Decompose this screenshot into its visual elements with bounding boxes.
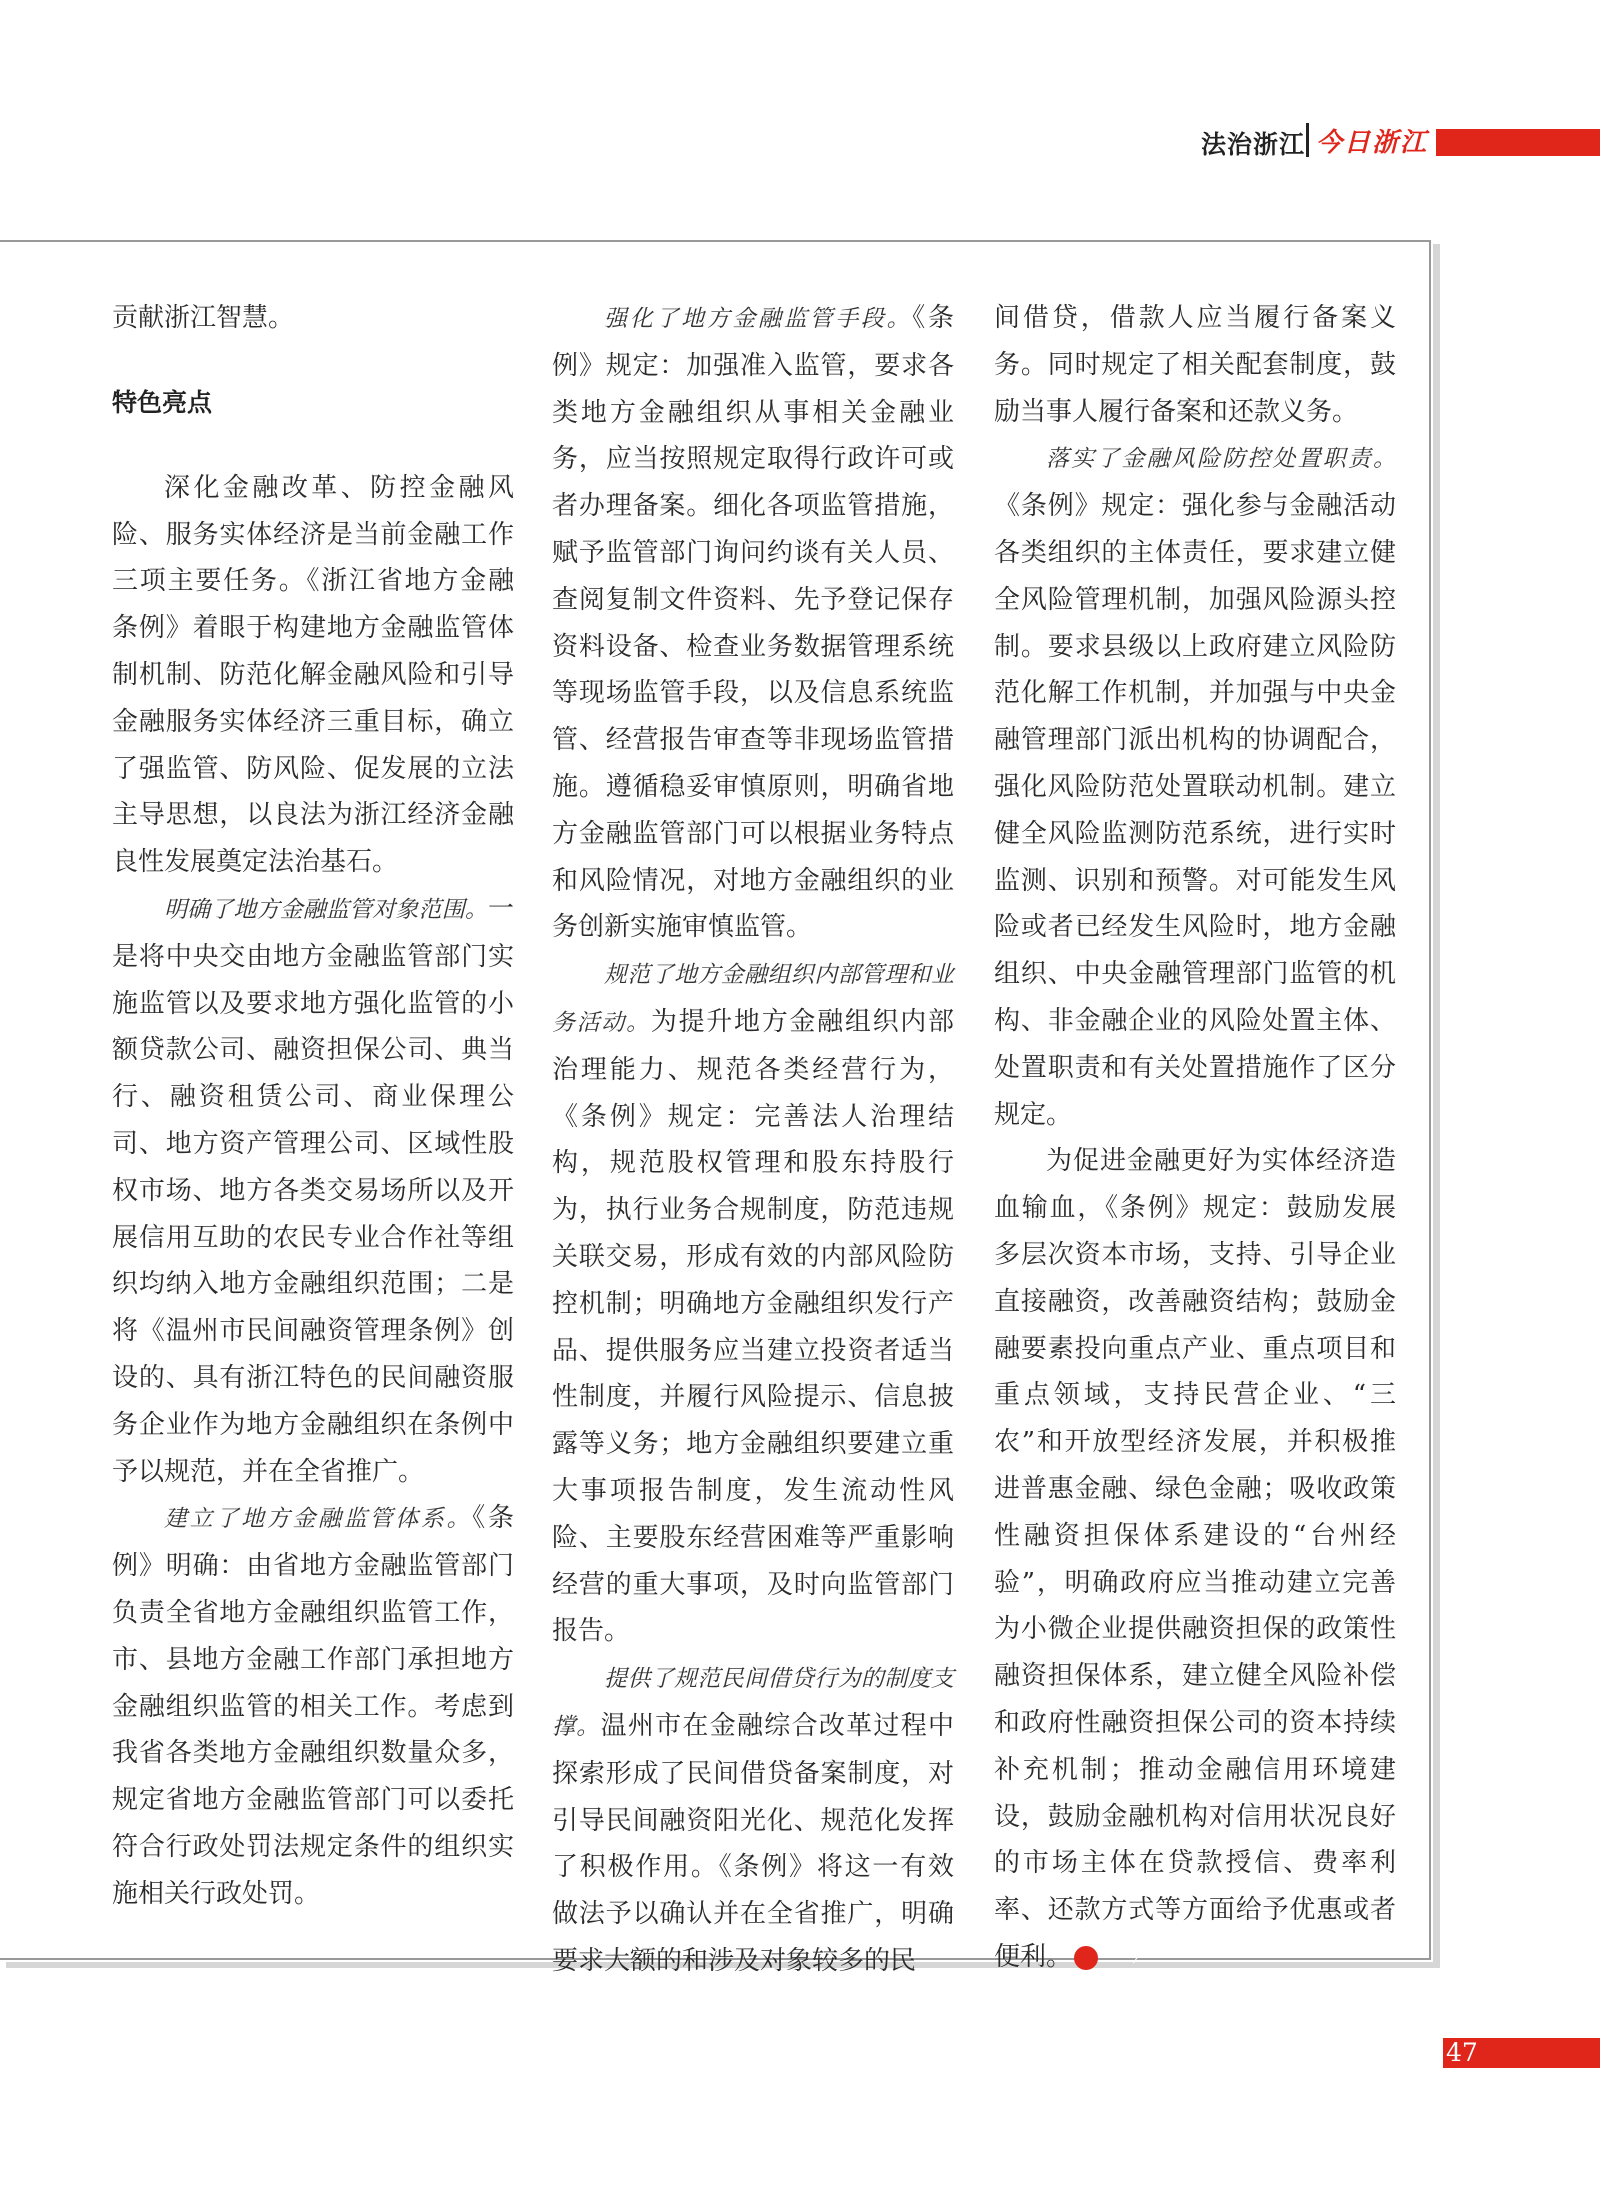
paragraph-lead: 提供了规范民间借贷行为的制度支撑。	[552, 1666, 954, 1740]
paragraph-body: 为提升地方金融组织内部治理能力、规范各类经营行为，《条例》规定：完善法人治理结构，规范股权管理和股东持股行为，执行业务合规制度，防范违规关联交易，形成有效的内部风险防控机制；明确地方金融组织发行产品、提供服务应当建立投资者适当性制度，并履行风险提示、信息披露等义务；地方金融组织要建立重大事项报告制度，发生流动性风险、主要股东经营困难等严重影响经营的重大事项，及时向监管部门报告。	[552, 1006, 954, 1647]
risk-control-paragraph	[994, 435, 1396, 1138]
supervision-means-paragraph	[552, 295, 954, 951]
article-column-1	[112, 295, 514, 1918]
magazine-logo: 今日浙江	[1316, 128, 1429, 158]
section-subheading: 特色亮点	[112, 387, 213, 417]
article-column-2	[552, 295, 954, 1985]
internal-management-paragraph	[552, 951, 954, 1655]
real-economy-paragraph	[994, 1138, 1396, 1980]
paragraph-lead: 落实了金融风险防控处置职责。	[1046, 446, 1396, 473]
paragraph-body: 一是将中央交由地方金融监管部门实施监管以及要求地方强化监管的小额贷款公司、融资担保公司、典当行、融资租赁公司、商业保理公司、地方资产管理公司、区域性股权市场、地方各类交易场所以及开展信用互助的农民专业合作社等组织均纳入地方金融组织范围；二是将《温州市民间融资管理条例》创设的、具有浙江特色的民间融资服务企业作为地方金融组织在条例中予以规范，并在全省推广。	[112, 893, 514, 1487]
supervision-system-paragraph	[112, 1495, 514, 1917]
article-column-3	[994, 295, 1396, 1981]
paragraph-body: 温州市在金融综合改革过程中探索形成了民间借贷备案制度，对引导民间融资阳光化、规范化发挥了积极作用。《条例》将这一有效做法予以确认并在全省推广，明确要求大额的和涉及对象较多的民	[552, 1710, 954, 1976]
section-title: 法治浙江	[1201, 130, 1306, 159]
paragraph-body: 《条例》明确：由省地方金融监管部门负责全省地方金融组织监管工作，市、县地方金融工作部门承担地方金融组织监管的相关工作。考虑到我省各类地方金融组织数量众多，规定省地方金融监管部门可以委托符合行政处罚法规定条件的组织实施相关行政处罚。	[112, 1503, 514, 1909]
frame-shadow-right	[1433, 244, 1440, 1964]
highlights-paragraph: 深化金融改革、防控金融风险、服务实体经济是当前金融工作三项主要任务。《浙江省地方金融条例》着眼于构建地方金融监管体制机制、防范化解金融风险和引导金融服务实体经济三重目标，确立了强监管、防风险、促发展的立法主导思想，以良法为浙江经济金融良性发展奠定法治基石。	[112, 472, 514, 878]
paragraph-body: 《条例》规定：加强准入监管，要求各类地方金融组织从事相关金融业务，应当按照规定取得行政许可或者办理备案。细化各项监管措施，赋予监管部门询问约谈有关人员、查阅复制文件资料、先予登记保存资料设备、检查业务数据管理系统等现场监管手段，以及信息系统监管、经营报告审查等非现场监管措施。遵循稳妥审慎原则，明确省地方金融监管部门可以根据业务特点和风险情况，对地方金融组织的业务创新实施审慎监管。	[552, 303, 954, 943]
article-end-icon: 今	[1074, 1946, 1098, 1970]
header-divider	[1306, 123, 1309, 157]
paragraph-lead: 规范了地方金融组织内部管理和业务活动。	[552, 962, 954, 1036]
intro-tail-paragraph: 贡献浙江智慧。	[112, 303, 295, 333]
paragraph-body: 为促进金融更好为实体经济造血输血，《条例》规定：鼓励发展多层次资本市场，支持、引导企业直接融资，改善融资结构；鼓励金融要素投向重点产业、重点项目和重点领域，支持民营企业、“三农”和开放型经济发展，并积极推进普惠金融、绿色金融；吸收政策性融资担保体系建设的“台州经验”，明确政府应当推动建立完善为小微企业提供融资担保的政策性融资担保体系，建立健全风险补偿和政府性融资担保公司的资本持续补充机制；推动金融信用环境建设，鼓励金融机构对信用状况良好的市场主体在贷款授信、费率利率、还款方式等方面给予优惠或者便利。	[994, 1146, 1396, 1972]
private-lending-paragraph	[552, 1655, 954, 1985]
paragraph-lead: 强化了地方金融监管手段。	[604, 306, 913, 332]
page-number: 47	[1446, 2038, 1478, 2067]
header-red-bar	[1436, 129, 1600, 156]
supervision-scope-paragraph	[112, 886, 514, 1495]
paragraph-lead: 建立了地方金融监管体系。	[164, 1506, 473, 1533]
paragraph-lead: 明确了地方金融监管对象范围。	[164, 896, 488, 923]
paragraph-body: 《条例》规定：强化参与金融活动各类组织的主体责任，要求建立健全风险管理机制，加强风险源头控制。要求县级以上政府建立风险防范化解工作机制，并加强与中央金融管理部门派出机构的协调配合，强化风险防范处置联动机制。建立健全风险监测防范系统，进行实时监测、识别和预警。对可能发生风险或者已经发生风险时，地方金融组织、中央金融管理部门监管的机构、非金融企业的风险处置主体、处置职责和有关处置措施作了区分规定。	[994, 491, 1396, 1130]
private-lending-continued-paragraph: 间借贷，借款人应当履行备案义务。同时规定了相关配套制度，鼓励当事人履行备案和还款义务。	[994, 303, 1396, 427]
